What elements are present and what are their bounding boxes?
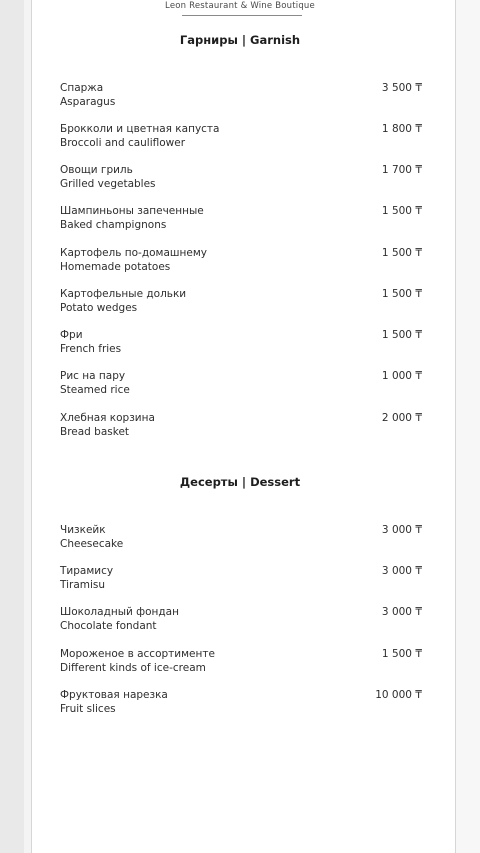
menu-item (60, 205, 422, 235)
item-name-ru: Тирамису (60, 565, 114, 577)
item-name-ru: Чизкейк (60, 524, 106, 536)
section-title-garnish: Гарниры | Garnish (179, 33, 301, 47)
item-price: 1 700 ₸ (381, 164, 422, 176)
menu-item (60, 288, 422, 318)
menu-item (60, 689, 422, 719)
menu-item (60, 247, 422, 277)
item-name-en: Tiramisu (60, 579, 106, 591)
page-edge-right (455, 0, 480, 853)
menu-item (60, 82, 422, 112)
item-name-ru: Хлебная корзина (60, 412, 155, 424)
item-name-en: Baked champignons (60, 219, 167, 231)
item-name-en: Different kinds of ice-cream (60, 662, 206, 674)
item-name-ru: Овощи гриль (60, 164, 133, 176)
item-name-ru: Спаржа (60, 82, 104, 94)
menu-item (60, 370, 422, 400)
item-name-ru: Шампиньоны запеченные (60, 205, 204, 217)
item-name-ru: Мороженое в ассортименте (60, 648, 215, 660)
brand-underline (182, 15, 302, 16)
page-edge-left (24, 0, 31, 853)
item-name-en: Steamed rice (60, 384, 130, 396)
item-name-ru: Рис на пару (60, 370, 126, 382)
item-name-en: Broccoli and cauliflower (60, 137, 186, 149)
item-name-en: Asparagus (60, 96, 116, 108)
brand-name: Leon Restaurant & Wine Boutique (165, 1, 315, 11)
item-price: 3 000 ₸ (381, 524, 422, 536)
menu-item (60, 524, 422, 554)
menu-item (60, 412, 422, 442)
menu-item (60, 565, 422, 595)
item-name-en: Chocolate fondant (60, 620, 157, 632)
item-name-en: Potato wedges (60, 302, 138, 314)
item-name-ru: Шоколадный фондан (60, 606, 179, 618)
item-name-ru: Картофель по-домашнему (60, 247, 207, 259)
item-name-en: Grilled vegetables (60, 178, 156, 190)
item-price: 3 500 ₸ (381, 82, 422, 94)
item-name-ru: Брокколи и цветная капуста (60, 123, 220, 135)
item-name-en: Homemade potatoes (60, 261, 171, 273)
item-price: 1 000 ₸ (381, 370, 422, 382)
item-price: 3 000 ₸ (381, 565, 422, 577)
item-name-en: Cheesecake (60, 538, 124, 550)
item-name-en: Bread basket (60, 426, 130, 438)
item-name-ru: Фри (60, 329, 83, 341)
item-price: 1 500 ₸ (381, 247, 422, 259)
item-price: 1 500 ₸ (381, 329, 422, 341)
item-price: 1 500 ₸ (381, 648, 422, 660)
item-name-ru: Фруктовая нарезка (60, 689, 168, 701)
item-price: 10 000 ₸ (375, 689, 422, 701)
menu-item (60, 606, 422, 636)
item-price: 1 500 ₸ (381, 288, 422, 300)
menu-item (60, 648, 422, 678)
menu-item (60, 123, 422, 153)
item-price: 1 800 ₸ (381, 123, 422, 135)
item-price: 2 000 ₸ (381, 412, 422, 424)
item-price: 3 000 ₸ (381, 606, 422, 618)
item-price: 1 500 ₸ (381, 205, 422, 217)
item-name-ru: Картофельные дольки (60, 288, 187, 300)
menu-item (60, 329, 422, 359)
menu-item (60, 164, 422, 194)
section-title-dessert: Десерты | Dessert (179, 475, 301, 489)
item-name-en: French fries (60, 343, 122, 355)
item-name-en: Fruit slices (60, 703, 116, 715)
